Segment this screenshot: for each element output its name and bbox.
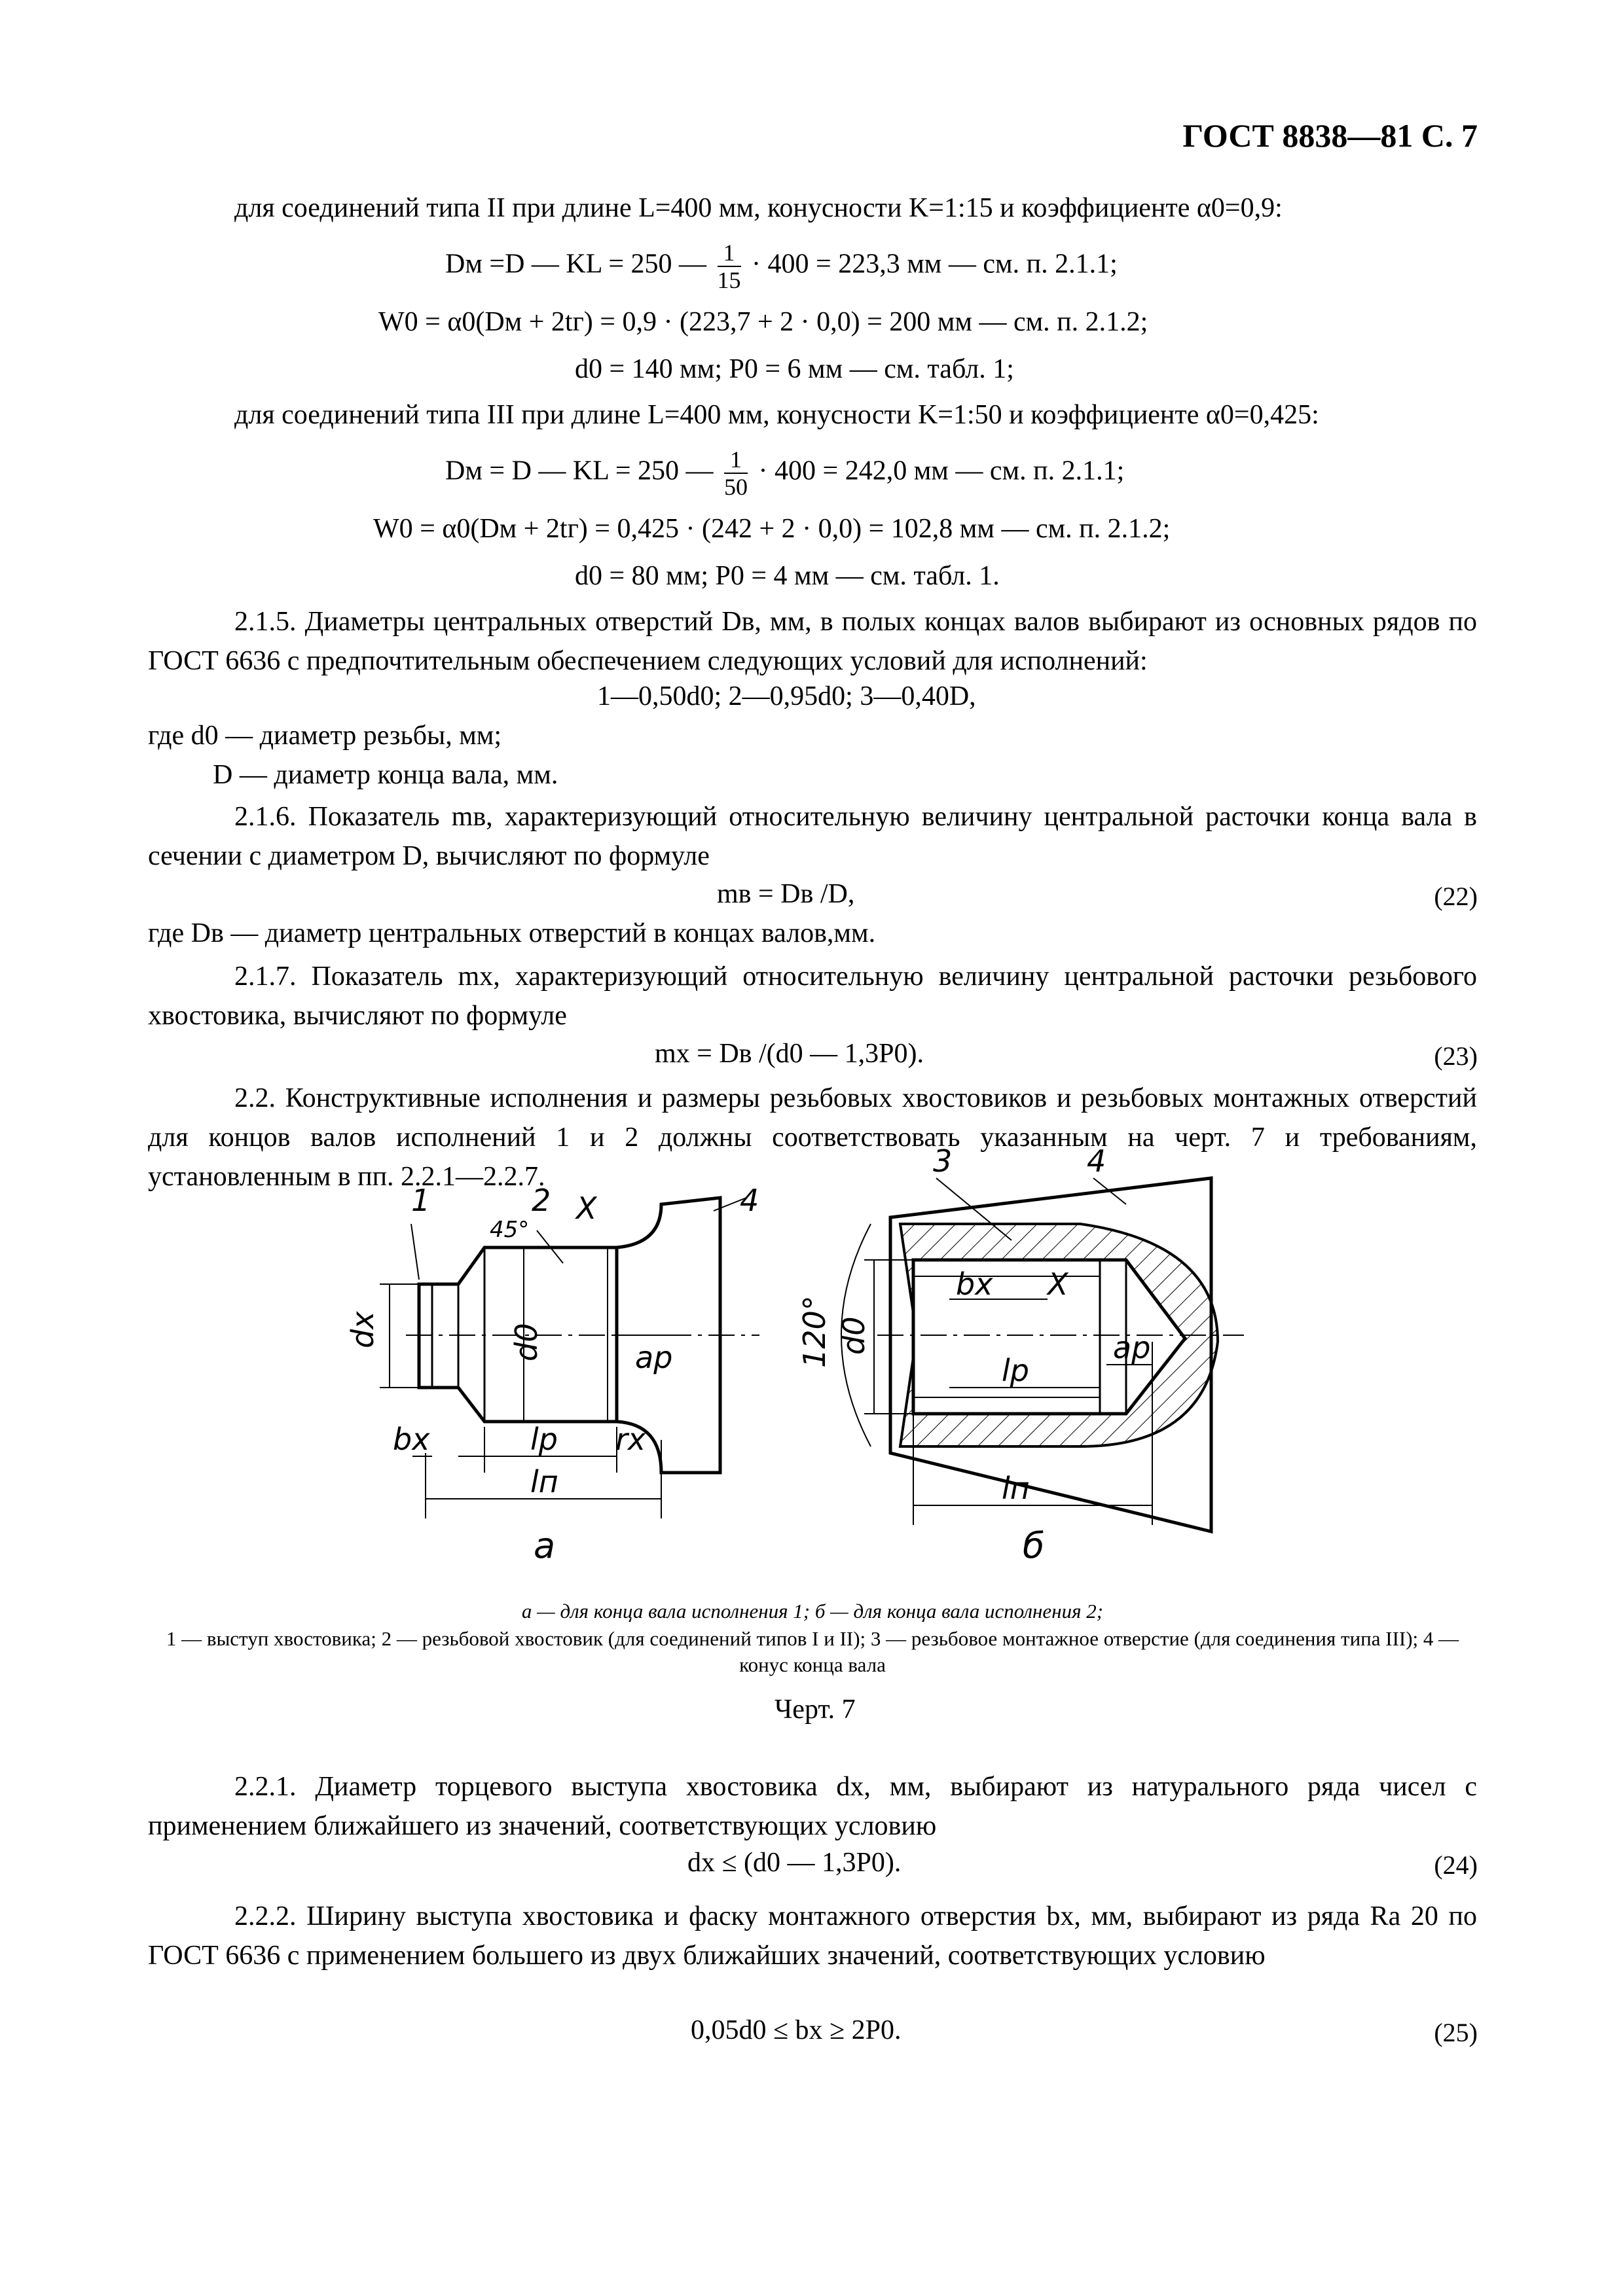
label-bx-a: bx	[393, 1422, 430, 1457]
label-45deg: 45°	[490, 1217, 530, 1243]
label-3: 3	[933, 1143, 953, 1179]
label-ln-b: lп	[1002, 1471, 1030, 1506]
label-4-b: 4	[1087, 1143, 1106, 1179]
type2-formula-d0: d0 = 140 мм; P0 = 6 мм — см. табл. 1;	[575, 354, 1014, 384]
formula-number-25: (25)	[1434, 2018, 1478, 2047]
view-a-letter: а	[534, 1525, 556, 1566]
formula-number-23: (23)	[1434, 1041, 1478, 1071]
label-x-a: X	[576, 1191, 597, 1226]
type3-formula-w0: W0 = α0(Dм + 2tг) = 0,425 · (242 + 2 · 0,0) = 102,8 мм — см. п. 2.1.2;	[373, 514, 1171, 544]
paragraph-2-1-6: 2.1.6. Показатель mв, характеризующий относительную величину центральной расточки конца вала в сечении с диаметром D, вычисляют по формуле	[148, 802, 1477, 871]
type2-intro: для соединений типа II при длине L=400 мм, конусности K=1:15 и коэффициенте α0=0,9:	[234, 193, 1283, 223]
fraction: $\frac{1}{15}$	[717, 240, 741, 293]
type3-formula-dm-rhs: · 400 = 242,0 мм — см. п. 2.1.1;	[758, 456, 1125, 486]
view-a-labels	[345, 1183, 759, 1566]
where-D: D — диаметр конца вала, мм.	[213, 760, 558, 790]
formula-number-24: (24)	[1434, 1850, 1478, 1880]
paragraph-2-1-5: 2.1.5. Диаметры центральных отверстий Dв, мм, в полых концах валов выбирают из основных рядов по ГОСТ 6636 с предпочтительным обеспечением следующих условий для исполнений:	[148, 607, 1477, 676]
label-2: 2	[532, 1183, 551, 1218]
paragraph-2-2: 2.2. Конструктивные исполнения и размеры резьбовых хвостовиков и резьбовых монтажных отверстий для концов валов исполнений 1 и 2 должны соответствовать указанным на черт. 7 и требованиям, установленным в пп. 2.2.1—2.2.7.	[148, 1083, 1477, 1192]
label-1: 1	[411, 1183, 431, 1218]
formula-25: 0,05d0 ≤ bх ≥ 2P0.	[691, 2015, 902, 2045]
label-d0-b: d0	[836, 1316, 871, 1355]
type2-formula-w0: W0 = α0(Dм + 2tг) = 0,9 · (223,7 + 2 · 0,0) = 200 мм — см. п. 2.1.2;	[378, 307, 1148, 337]
formula-number-22: (22)	[1434, 882, 1478, 911]
view-b-letter: б	[1023, 1525, 1045, 1566]
label-lp-a: lp	[530, 1422, 558, 1457]
paragraph-2-1-7: 2.1.7. Показатель mх, характеризующий относительную величину центральной расточки резьбового хвостовика, вычисляют по формуле	[148, 961, 1477, 1031]
where-Dv: где Dв — диаметр центральных отверстий в концах валов,мм.	[148, 918, 876, 948]
caption-line-1: а — для конца вала исполнения 1; б — для конца вала исполнения 2;	[521, 1600, 1104, 1623]
label-d0-a: d0	[509, 1323, 544, 1361]
type2-formula-dm	[445, 240, 1118, 293]
where-d0: где d0 — диаметр резьбы, мм;	[148, 721, 502, 751]
type3-formula-dm-lhs: Dм = D — KL = 250 —	[445, 456, 714, 486]
formula-2-1-5: 1—0,50d0; 2—0,95d0; 3—0,40D,	[597, 681, 976, 711]
paragraph-2-2-1: 2.2.1. Диаметр торцевого выступа хвостовика dх, мм, выбирают из натурального ряда чисел с применением ближайшего из значений, соответствующих условию	[148, 1772, 1477, 1841]
page-header: ГОСТ 8838—81 С. 7	[1182, 117, 1478, 154]
label-120deg: 120°	[797, 1295, 832, 1368]
type3-formula-dm	[445, 446, 1124, 500]
label-ap-a: ap	[635, 1340, 673, 1375]
paragraph-2-2-2: 2.2.2. Ширину выступа хвостовика и фаску монтажного отверстия bх, мм, выбирают из ряда Ra 20 по ГОСТ 6636 с применением большего из двух ближайших значений, соответствующих условию	[148, 1901, 1477, 1971]
label-x-b: X	[1048, 1266, 1068, 1302]
label-4-a: 4	[740, 1183, 759, 1218]
chart-number: Черт. 7	[775, 1695, 856, 1725]
type3-intro: для соединений типа III при длине L=400 мм, конусности K=1:50 и коэффициенте α0=0,425:	[234, 400, 1319, 430]
type2-formula-dm-lhs: Dм =D — KL = 250 —	[445, 249, 707, 279]
label-bx-b: bx	[956, 1266, 993, 1302]
label-rx: rx	[615, 1422, 646, 1457]
fraction: $\frac{1}{50}$	[724, 446, 748, 500]
label-lp-b: lp	[1002, 1353, 1029, 1388]
label-dx: dx	[345, 1311, 380, 1348]
formula-23: mх = Dв /(d0 — 1,3P0).	[655, 1039, 924, 1069]
view-b	[841, 1178, 1244, 1532]
technical-drawing	[0, 1143, 1623, 1597]
type2-formula-dm-rhs: · 400 = 223,3 мм — см. п. 2.1.1;	[752, 249, 1118, 279]
formula-22: mв = Dв /D,	[717, 879, 855, 909]
type3-formula-d0: d0 = 80 мм; P0 = 4 мм — см. табл. 1.	[575, 561, 1000, 591]
view-a	[380, 1198, 759, 1518]
label-ln-a: lп	[530, 1464, 558, 1499]
label-ap-b: ap	[1113, 1330, 1151, 1365]
formula-24: dх ≤ (d0 — 1,3P0).	[687, 1848, 902, 1878]
caption-line-2: 1 — выступ хвостовика; 2 — резьбовой хвостовик (для соединений типов I и II); 3 — резьбовое монтажное отверстие (для соединения типа III); 4 — конус конца вала	[166, 1627, 1459, 1676]
